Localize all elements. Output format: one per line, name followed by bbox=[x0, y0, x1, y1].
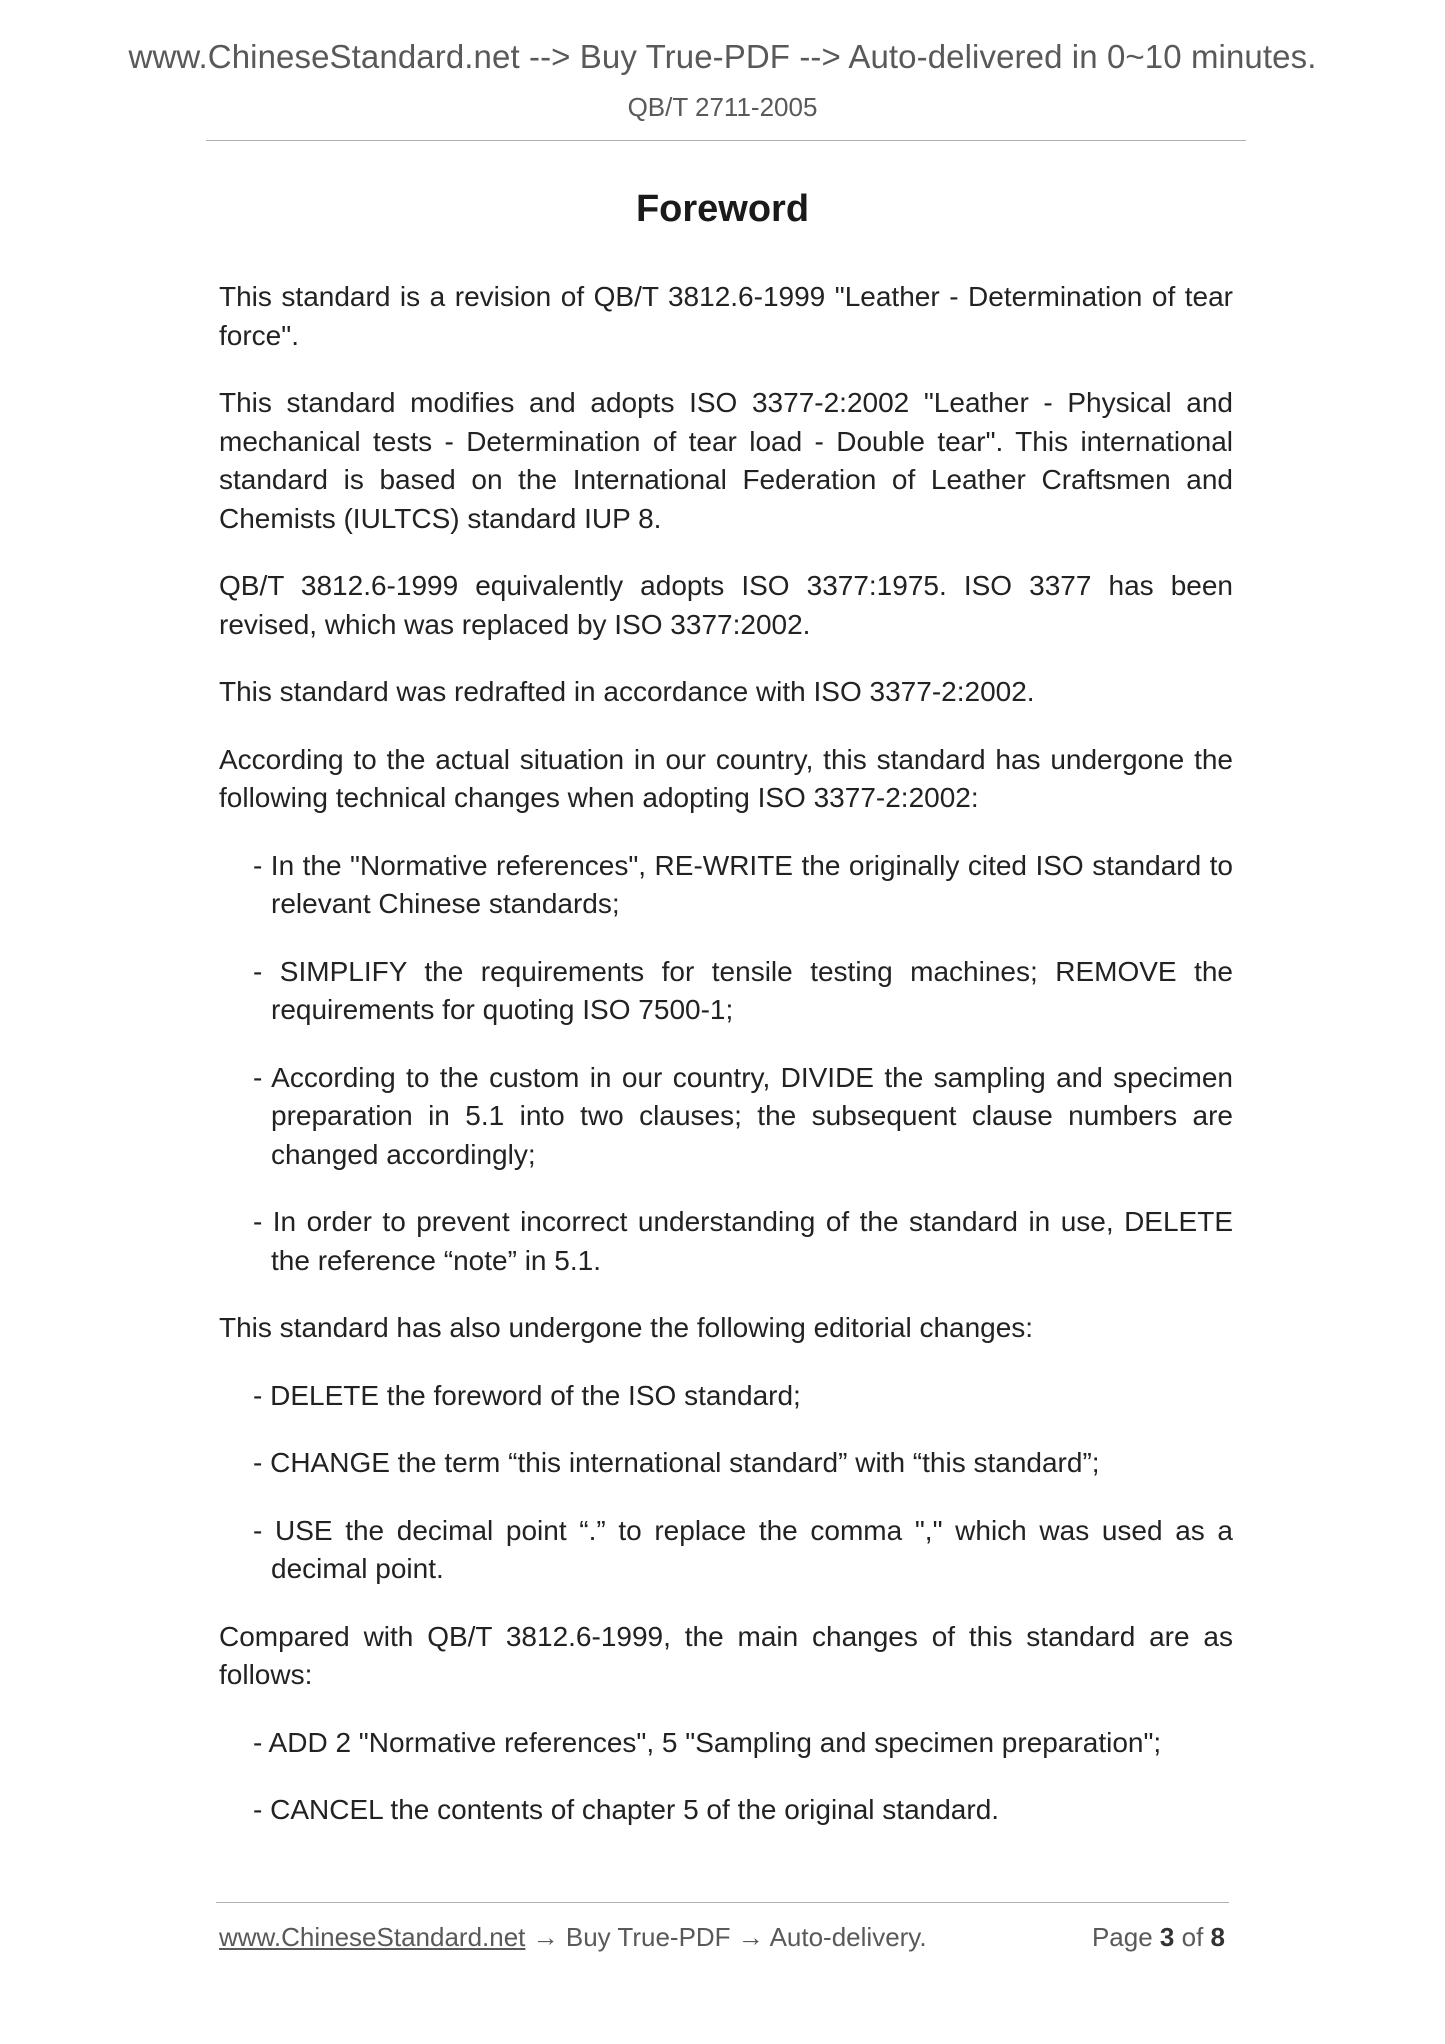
footer-link[interactable]: www.ChineseStandard.net bbox=[219, 1922, 526, 1952]
paragraph: According to the actual situation in our country, this standard has undergone the following technical changes when adopting ISO 3377-2:2002: bbox=[219, 743, 1233, 813]
list-item-technical: - In order to prevent incorrect understanding of the standard in use, DELETE the reference “note” in 5.1. bbox=[253, 1206, 1233, 1276]
paragraph: QB/T 3812.6-1999 equivalently adopts ISO 3377:1975. ISO 3377 has been revised, which was replaced by ISO 3377:2002. bbox=[219, 570, 1233, 640]
list-item-technical: - SIMPLIFY the requirements for tensile testing machines; REMOVE the requirements for quoting ISO 7500-1; bbox=[253, 955, 1233, 1025]
paragraph: Compared with QB/T 3812.6-1999, the main changes of this standard are as follows: bbox=[219, 1620, 1233, 1690]
document-code: QB/T 2711-2005 bbox=[627, 92, 818, 122]
paragraph: This standard has also undergone the following editorial changes: bbox=[219, 1312, 1034, 1343]
list-item-main-change: - CANCEL the contents of chapter 5 of the original standard. bbox=[253, 1794, 1000, 1825]
top-banner: www.ChineseStandard.net --> Buy True-PDF --> Auto-delivered in 0~10 minutes. bbox=[128, 38, 1317, 75]
list-item-main-change: - ADD 2 "Normative references", 5 "Sampling and specimen preparation"; bbox=[253, 1726, 1162, 1758]
paragraph: This standard modifies and adopts ISO 3377-2:2002 "Leather - Physical and mechanical tests - Determination of tear load - Double tear". This international standard is based on the International Federation of Leather Craftsmen and Chemists (IULTCS) standard IUP 8. bbox=[219, 387, 1233, 534]
paragraph: This standard was redrafted in accordance with ISO 3377-2:2002. bbox=[219, 676, 1035, 707]
page-total: 8 bbox=[1210, 1922, 1225, 1952]
page-title: Foreword bbox=[635, 188, 810, 230]
foreword-body bbox=[219, 278, 1233, 1859]
footer-note bbox=[219, 1922, 927, 1953]
page-of: of bbox=[1181, 1922, 1204, 1952]
footer-divider bbox=[216, 1902, 1229, 1903]
list-item-technical: - In the "Normative references", RE-WRITE the originally cited ISO standard to relevant Chinese standards; bbox=[253, 849, 1233, 919]
paragraph: This standard is a revision of QB/T 3812.6-1999 "Leather - Determination of tear force". bbox=[219, 281, 1233, 351]
footer-tagline: → Buy True-PDF → Auto-delivery. bbox=[525, 1922, 927, 1952]
header-divider bbox=[206, 140, 1246, 141]
page-number bbox=[1092, 1922, 1225, 1953]
list-item-editorial: - DELETE the foreword of the ISO standard; bbox=[253, 1379, 801, 1411]
list-item-editorial: - CHANGE the term “this international standard” with “this standard”; bbox=[253, 1447, 1100, 1478]
list-item-editorial: - USE the decimal point “.” to replace the comma "," which was used as a decimal point. bbox=[253, 1514, 1233, 1584]
page-current: 3 bbox=[1159, 1922, 1175, 1952]
list-item-technical: - According to the custom in our country, DIVIDE the sampling and specimen preparation in 5.1 into two clauses; the subsequent clause numbers are changed accordingly; bbox=[253, 1061, 1233, 1170]
page-label: Page bbox=[1091, 1922, 1153, 1952]
